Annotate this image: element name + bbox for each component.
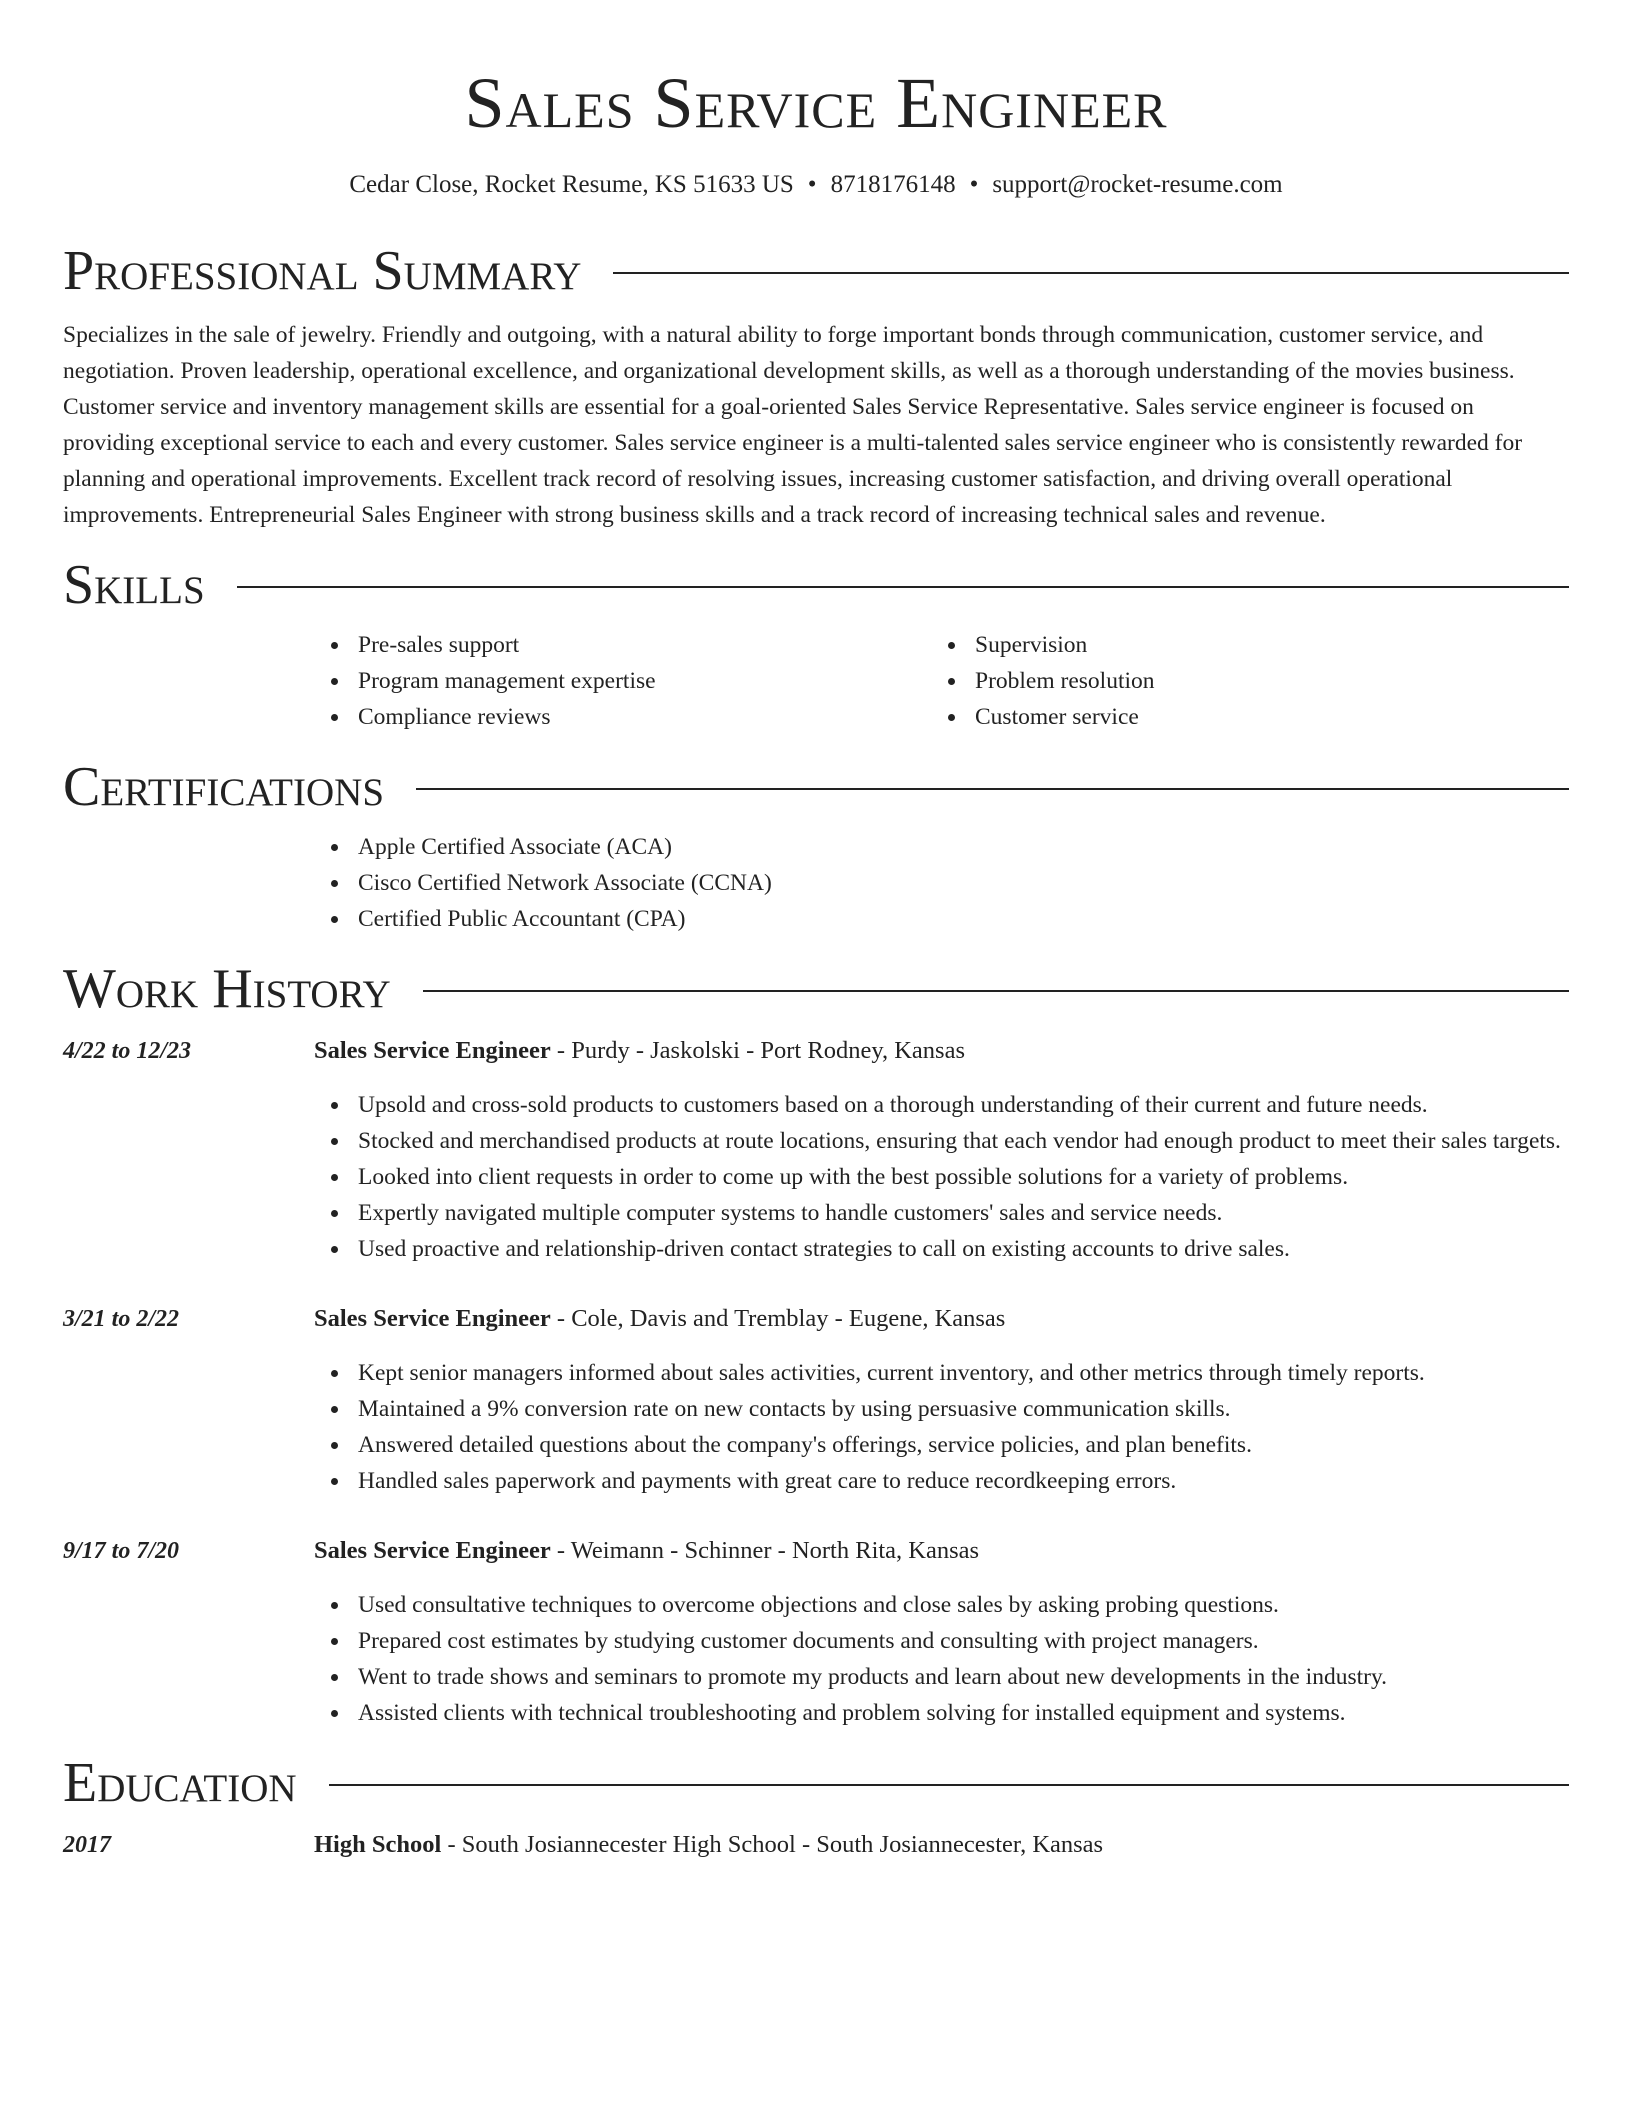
address: Cedar Close, Rocket Resume, KS 51633 US — [349, 171, 794, 198]
job-employer: - Cole, Davis and Tremblay - Eugene, Kansas — [550, 1305, 1006, 1332]
summary-section-header — [63, 239, 1569, 303]
job-role: Sales Service Engineer — [314, 1037, 551, 1064]
job-duty: Kept senior managers informed about sales activities, current inventory, and other metrics through timely reports. — [358, 1355, 1569, 1391]
section-divider — [416, 788, 1569, 790]
skills-list-left — [314, 627, 931, 735]
job-duties-list — [314, 1355, 1569, 1499]
job-title-line — [314, 1033, 965, 1069]
contact-separator: • — [807, 171, 817, 198]
certifications-section-header — [63, 755, 1569, 819]
education-degree: High School — [314, 1831, 442, 1858]
job-employer: - Purdy - Jaskolski - Port Rodney, Kansas — [550, 1037, 965, 1064]
contact-separator: • — [969, 171, 979, 198]
skill-item: Program management expertise — [358, 663, 931, 699]
education-year: 2017 — [63, 1832, 111, 1858]
section-divider — [613, 272, 1569, 274]
job-dates: 9/17 to 7/20 — [63, 1538, 180, 1564]
job-header — [63, 1301, 1569, 1337]
job-duty: Upsold and cross-sold products to customers based on a thorough understanding of their current and future needs. — [358, 1087, 1569, 1123]
job-duty: Assisted clients with technical troubleshooting and problem solving for installed equipment and systems. — [358, 1695, 1569, 1731]
work-section-header — [63, 957, 1569, 1021]
skills-grid — [314, 627, 1569, 735]
job-role: Sales Service Engineer — [314, 1305, 551, 1332]
job-duty: Answered detailed questions about the company's offerings, service policies, and plan benefits. — [358, 1427, 1569, 1463]
skills-list-right — [931, 627, 1548, 735]
skill-item: Customer service — [975, 699, 1548, 735]
job-duties-list — [314, 1587, 1569, 1731]
skill-item: Problem resolution — [975, 663, 1548, 699]
job-title-line — [314, 1533, 979, 1569]
job-duty: Prepared cost estimates by studying customer documents and consulting with project managers. — [358, 1623, 1569, 1659]
skills-column-left — [314, 627, 931, 735]
section-divider — [329, 1784, 1569, 1786]
summary-text: Specializes in the sale of jewelry. Friendly and outgoing, with a natural ability to forge important bonds through communication, customer service, and negotiation. Proven leadership, operational excellence, and organizational development skills, as well as a thorough understanding of the movies business. Customer service and inventory management skills are essential for a goal-oriented Sales Service Representative. Sales service engineer is focused on providing exceptional service to each and every customer. Sales service engineer is a multi-talented sales service engineer who is consistently rewarded for planning and operational improvements. Excellent track record of resolving issues, increasing customer satisfaction, and driving overall operational improvements. Entrepreneurial Sales Engineer with strong business skills and a track record of increasing technical sales and revenue. — [63, 322, 1523, 528]
section-divider — [423, 990, 1569, 992]
job-employer: - Weimann - Schinner - North Rita, Kansas — [550, 1537, 980, 1564]
section-title-skills: Skills — [63, 554, 205, 616]
job-dates: 4/22 to 12/23 — [63, 1038, 192, 1064]
section-title-work-history: Work History — [63, 958, 391, 1020]
education-section-header — [63, 1751, 1569, 1815]
job-duty: Expertly navigated multiple computer systems to handle customers' sales and service needs. — [358, 1195, 1569, 1231]
section-title-education: Education — [63, 1752, 297, 1814]
candidate-name: Sales Service Engineer — [464, 63, 1168, 143]
job-header — [63, 1033, 1569, 1069]
phone: 8718176148 — [830, 171, 956, 198]
job-entry — [63, 1301, 1569, 1499]
skill-item: Pre-sales support — [358, 627, 931, 663]
job-duty: Used consultative techniques to overcome objections and close sales by asking probing questions. — [358, 1587, 1569, 1623]
skills-column-right — [931, 627, 1548, 735]
certification-item: Cisco Certified Network Associate (CCNA) — [358, 865, 1569, 901]
job-duty: Looked into client requests in order to come up with the best possible solutions for a variety of problems. — [358, 1159, 1569, 1195]
job-duties — [314, 1355, 1569, 1499]
skill-item: Compliance reviews — [358, 699, 931, 735]
job-duty: Stocked and merchandised products at route locations, ensuring that each vendor had enough product to meet their sales targets. — [358, 1123, 1569, 1159]
job-header — [63, 1533, 1569, 1569]
job-entry — [63, 1533, 1569, 1731]
education-line — [314, 1827, 1103, 1863]
certifications-block — [314, 829, 1569, 937]
skills-section-header — [63, 553, 1569, 617]
education-entry — [63, 1827, 1569, 1863]
section-title-summary: Professional Summary — [63, 240, 582, 302]
section-title-certifications: Certifications — [63, 756, 385, 818]
section-divider — [237, 586, 1569, 588]
certifications-list — [314, 829, 1569, 937]
contact-line — [63, 168, 1569, 202]
job-role: Sales Service Engineer — [314, 1537, 551, 1564]
job-duties-list — [314, 1087, 1569, 1267]
education-school: - South Josiannecester High School - South Josiannecester, Kansas — [441, 1831, 1104, 1858]
certification-item: Apple Certified Associate (ACA) — [358, 829, 1569, 865]
job-duty: Used proactive and relationship-driven contact strategies to call on existing accounts to drive sales. — [358, 1231, 1569, 1267]
skill-item: Supervision — [975, 627, 1548, 663]
job-duties — [314, 1087, 1569, 1267]
email: support@rocket-resume.com — [992, 171, 1283, 198]
job-title-line — [314, 1301, 1005, 1337]
job-duty: Handled sales paperwork and payments with great care to reduce recordkeeping errors. — [358, 1463, 1569, 1499]
job-duty: Maintained a 9% conversion rate on new contacts by using persuasive communication skills. — [358, 1391, 1569, 1427]
job-dates: 3/21 to 2/22 — [63, 1306, 180, 1332]
certification-item: Certified Public Accountant (CPA) — [358, 901, 1569, 937]
job-duty: Went to trade shows and seminars to promote my products and learn about new developments in the industry. — [358, 1659, 1569, 1695]
job-duties — [314, 1587, 1569, 1731]
job-entry — [63, 1033, 1569, 1267]
